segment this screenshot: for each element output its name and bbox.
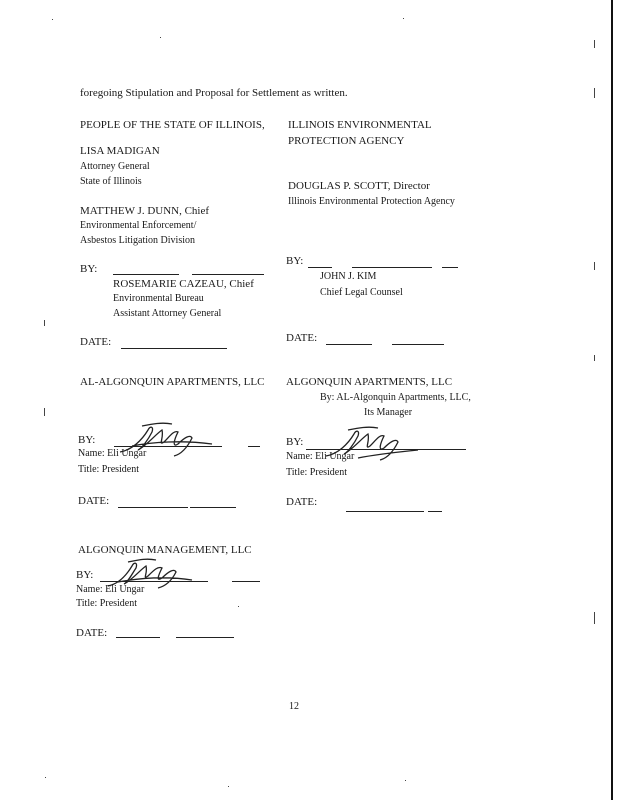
left-signer-name: ROSEMARIE CAZEAU, Chief bbox=[113, 278, 254, 290]
left-date-label: DATE: bbox=[80, 336, 112, 348]
right-heading-line1: ILLINOIS ENVIRONMENTAL bbox=[288, 119, 432, 131]
scan-speck bbox=[594, 262, 595, 270]
algonquin-management-title: Title: President bbox=[76, 598, 138, 609]
right-date-line bbox=[326, 344, 372, 345]
right-signer-title: Chief Legal Counsel bbox=[320, 287, 403, 298]
algonquin-management-signature-line bbox=[232, 581, 260, 582]
right-signature-line bbox=[442, 267, 458, 268]
al-algonquin-date-line bbox=[190, 507, 236, 508]
algonquin-apartments-by-entity: By: AL-Algonquin Apartments, LLC, bbox=[320, 392, 471, 403]
scan-speck bbox=[228, 786, 229, 787]
left-date-line bbox=[121, 348, 227, 349]
right-by-label: BY: bbox=[286, 255, 304, 267]
scan-speck bbox=[405, 780, 406, 781]
algonquin-apartments-date-label: DATE: bbox=[286, 496, 318, 508]
attorney-general-name: LISA MADIGAN bbox=[80, 145, 160, 157]
right-signer-name: JOHN J. KIM bbox=[320, 271, 377, 282]
scan-speck bbox=[238, 606, 239, 607]
attorney-general-state: State of Illinois bbox=[80, 176, 142, 187]
left-signature-line bbox=[192, 274, 264, 275]
left-signer-bureau: Environmental Bureau bbox=[113, 293, 204, 304]
intro-text: foregoing Stipulation and Proposal for Settlement as written. bbox=[80, 87, 348, 99]
right-heading-line2: PROTECTION AGENCY bbox=[288, 135, 405, 147]
right-date-line bbox=[392, 344, 444, 345]
algonquin-apartments-date-line bbox=[346, 511, 424, 512]
left-signer-title: Assistant Attorney General bbox=[113, 308, 222, 319]
al-algonquin-title: Title: President bbox=[78, 464, 140, 475]
al-algonquin-signature-line bbox=[248, 446, 260, 447]
director-name: DOUGLAS P. SCOTT, Director bbox=[288, 180, 430, 192]
algonquin-apartments-title: Title: President bbox=[286, 467, 348, 478]
algonquin-management-by-label: BY: bbox=[76, 569, 94, 581]
right-date-label: DATE: bbox=[286, 332, 318, 344]
algonquin-apartments-by-label: BY: bbox=[286, 436, 304, 448]
scan-speck bbox=[594, 40, 595, 48]
al-algonquin-date-label: DATE: bbox=[78, 495, 110, 507]
algonquin-apartments-date-line bbox=[428, 511, 442, 512]
algonquin-management-company: ALGONQUIN MANAGEMENT, LLC bbox=[78, 544, 252, 556]
al-algonquin-name: Name: Eli Ungar bbox=[78, 448, 147, 459]
scan-speck bbox=[45, 777, 46, 778]
algonquin-management-date-line bbox=[116, 637, 160, 638]
left-heading: PEOPLE OF THE STATE OF ILLINOIS, bbox=[80, 119, 265, 131]
algonquin-apartments-name: Name: Eli Ungar bbox=[286, 451, 355, 462]
scan-speck bbox=[594, 88, 595, 98]
director-agency: Illinois Environmental Protection Agency bbox=[288, 196, 455, 207]
scan-speck bbox=[44, 408, 45, 416]
attorney-general-title: Attorney General bbox=[80, 161, 150, 172]
left-by-label: BY: bbox=[80, 263, 98, 275]
scan-speck bbox=[594, 355, 595, 361]
page-number: 12 bbox=[289, 701, 299, 712]
right-signature-line bbox=[308, 267, 332, 268]
algonquin-apartments-company: ALGONQUIN APARTMENTS, LLC bbox=[286, 376, 453, 388]
right-signature-line bbox=[352, 267, 432, 268]
al-algonquin-date-line bbox=[118, 507, 188, 508]
left-signature-line bbox=[113, 274, 179, 275]
scan-speck bbox=[44, 320, 45, 326]
algonquin-apartments-its-manager: Its Manager bbox=[364, 407, 413, 418]
al-algonquin-by-label: BY: bbox=[78, 434, 96, 446]
scan-speck bbox=[160, 37, 161, 38]
al-algonquin-company: AL-ALGONQUIN APARTMENTS, LLC bbox=[80, 376, 265, 388]
algonquin-management-name: Name: Eli Ungar bbox=[76, 584, 145, 595]
algonquin-management-date-line bbox=[176, 637, 234, 638]
chief-division-line1: Environmental Enforcement/ bbox=[80, 220, 197, 231]
scan-edge-line bbox=[611, 0, 613, 800]
chief-name: MATTHEW J. DUNN, Chief bbox=[80, 205, 210, 217]
chief-division-line2: Asbestos Litigation Division bbox=[80, 235, 195, 246]
scan-speck bbox=[594, 612, 595, 624]
algonquin-management-date-label: DATE: bbox=[76, 627, 108, 639]
scan-speck bbox=[403, 18, 404, 19]
scan-speck bbox=[52, 19, 53, 20]
